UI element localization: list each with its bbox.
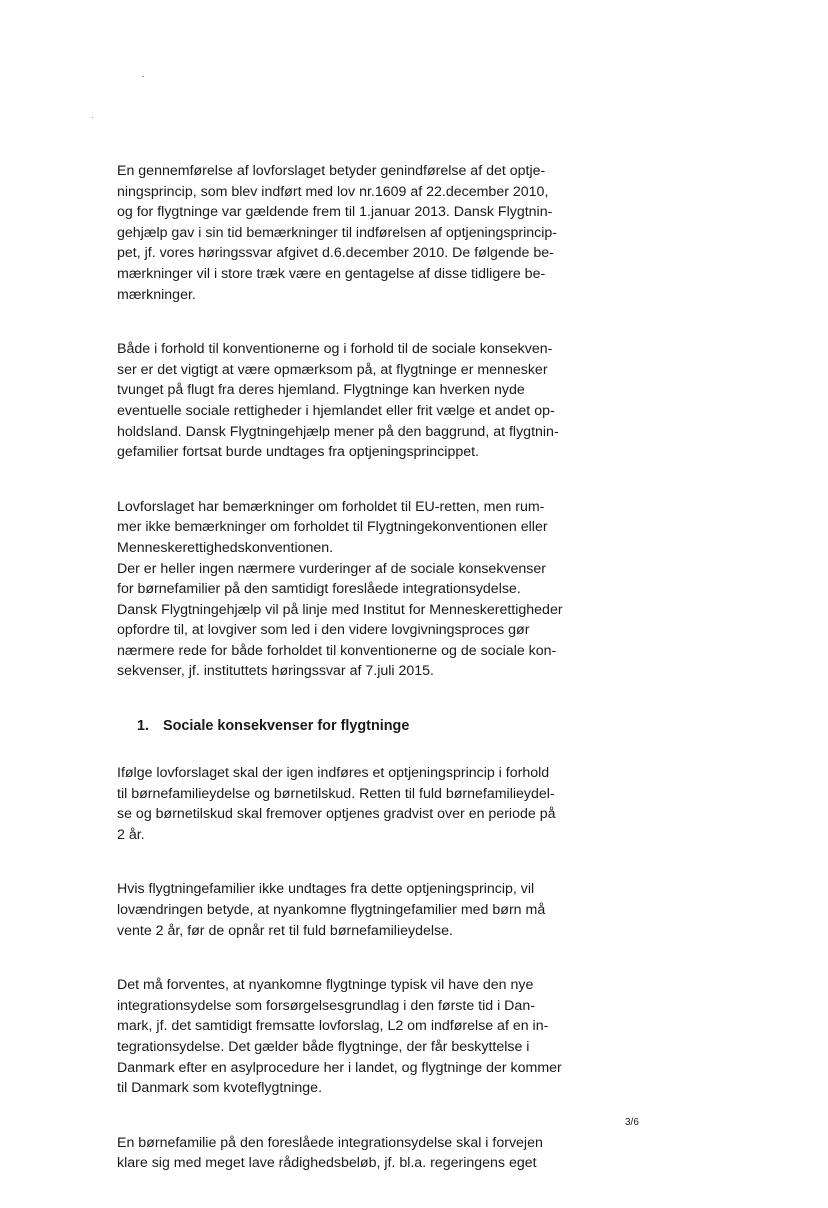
page-number: 3/6 <box>625 1117 639 1128</box>
scan-speck <box>142 76 144 77</box>
text-line: for børnefamilier på den samtidigt foreslåede integrationsydelse. <box>117 581 521 598</box>
paragraph <box>117 975 607 1099</box>
text-line: 2 år. <box>117 826 145 843</box>
body-text <box>117 161 607 1208</box>
text-line: Lovforslaget har bemærkninger om forholdet til EU-retten, men rum- <box>117 498 545 515</box>
paragraph <box>117 161 607 305</box>
text-line: Ifølge lovforslaget skal der igen indføres et optjeningsprincip i forhold <box>117 765 550 782</box>
paragraph <box>117 763 607 845</box>
text-line: mærkninger vil i store træk være en gentagelse af disse tidligere be- <box>117 265 546 282</box>
text-line: En gennemførelse af lovforslaget betyder genindførelse af det optje- <box>117 163 546 179</box>
text-line: holdsland. Dansk Flygtningehjælp mener på den baggrund, at flygtnin- <box>117 423 559 440</box>
text-line: Det må forventes, at nyankomne flygtninge typisk vil have den nye <box>117 977 534 994</box>
text-line: ser er det vigtigt at være opmærksom på, at flygtninge er mennesker <box>117 361 548 378</box>
text-line: En børnefamilie på den foreslåede integrationsydelse skal i forvejen <box>117 1134 543 1151</box>
text-line: Både i forhold til konventionerne og i forhold til de sociale konsekven- <box>117 341 553 358</box>
text-line: lovændringen betyde, at nyankomne flygtningefamilier med børn må <box>117 902 546 919</box>
paragraph <box>117 1133 607 1174</box>
text-line: sekvenser, jf. instituttets høringssvar af 7.juli 2015. <box>117 663 435 680</box>
text-line: Menneskerettighedskonventionen. <box>117 539 334 556</box>
text-line: og for flygtninge var gældende frem til 1.januar 2013. Dansk Flygtnin- <box>117 204 553 221</box>
section-heading <box>117 716 607 736</box>
text-line: ningsprincip, som blev indført med lov nr.1609 af 22.december 2010, <box>117 183 549 200</box>
text-line: Danmark efter en asylprocedure her i landet, og flygtninge der kommer <box>117 1059 562 1076</box>
text-line: mer ikke bemærkninger om forholdet til Flygtningekonventionen eller <box>117 519 548 536</box>
scan-speck <box>92 117 93 118</box>
text-line: Dansk Flygtningehjælp vil på linje med Institut for Menneskerettigheder <box>117 601 563 618</box>
text-line: tvunget på flugt fra deres hjemland. Flygtninge kan hverken nyde <box>117 382 525 399</box>
text-line: pet, jf. vores høringssvar afgivet d.6.december 2010. De følgende be- <box>117 245 554 262</box>
text-line: vente 2 år, før de opnår ret til fuld børnefamilieydelse. <box>117 922 453 939</box>
text-line: Hvis flygtningefamilier ikke undtages fra dette optjeningsprincip, vil <box>117 881 535 898</box>
text-line: til børnefamilieydelse og børnetilskud. Retten til fuld børnefamilieydel- <box>117 785 555 802</box>
text-line: mærkninger. <box>117 286 196 303</box>
text-line: klare sig med meget lave rådighedsbeløb, jf. bl.a. regeringens eget <box>117 1155 537 1172</box>
paragraph <box>117 879 607 941</box>
text-line: opfordre til, at lovgiver som led i den videre lovgivningsproces gør <box>117 622 530 639</box>
text-line: eventuelle sociale rettigheder i hjemlandet eller frit vælge et andet op- <box>117 402 555 419</box>
text-line: til Danmark som kvoteflygtninge. <box>117 1080 323 1097</box>
text-line: nærmere rede for både forholdet til konventionerne og de sociale kon- <box>117 642 557 659</box>
text-line: tegrationsydelse. Det gælder både flygtninge, der får beskyttelse i <box>117 1039 530 1055</box>
text-line: mark, jf. det samtidigt fremsatte lovforslag, L2 om indførelse af en in- <box>117 1018 549 1035</box>
text-line: gefamilier fortsat burde undtages fra optjeningsprincippet. <box>117 444 479 461</box>
section-number: 1. <box>137 718 150 735</box>
section-title: Sociale konsekvenser for flygtninge <box>163 718 410 735</box>
text-line: gehjælp gav i sin tid bemærkninger til indførelsen af optjeningsprincip- <box>117 224 558 241</box>
text-line: integrationsydelse som forsørgelsesgrundlag i den første tid i Dan- <box>117 997 535 1014</box>
paragraph <box>117 339 607 463</box>
text-line: Der er heller ingen nærmere vurderinger af de sociale konsekvenser <box>117 560 546 577</box>
text-line: se og børnetilskud skal fremover optjenes gradvist over en periode på <box>117 806 556 823</box>
paragraph <box>117 497 607 682</box>
